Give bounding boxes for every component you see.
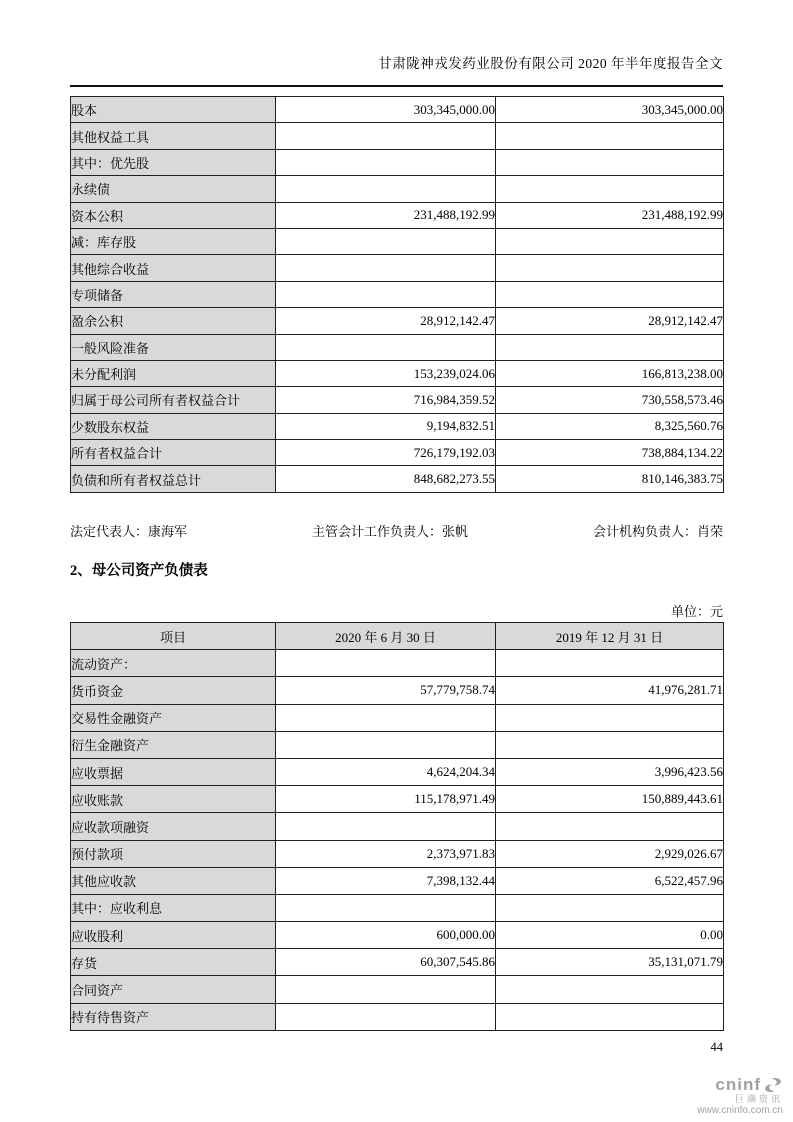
row-label: 应收票据 (71, 758, 276, 785)
value-current-period: 726,179,192.03 (276, 440, 496, 466)
balance-sheet-row (71, 840, 724, 867)
value-prior-period: 166,813,238.00 (496, 360, 724, 386)
balance-sheet-row (71, 786, 724, 813)
equity-table-row (71, 202, 724, 228)
value-current-period (276, 255, 496, 281)
header-item: 项目 (71, 623, 276, 650)
row-label: 货币资金 (71, 677, 276, 704)
value-current-period: 848,682,273.55 (276, 466, 496, 492)
row-label: 应收账款 (71, 786, 276, 813)
equity-table-row (71, 149, 724, 175)
row-label: 归属于母公司所有者权益合计 (71, 387, 276, 413)
row-label: 应收股利 (71, 922, 276, 949)
row-label: 交易性金融资产 (71, 704, 276, 731)
value-prior-period (496, 704, 724, 731)
value-prior-period: 35,131,071.79 (496, 949, 724, 976)
unit-label: 单位：元 (670, 604, 723, 619)
value-prior-period: 41,976,281.71 (496, 677, 724, 704)
value-current-period: 60,307,545.86 (276, 949, 496, 976)
equity-table-row (71, 360, 724, 386)
accounting-org-head: 会计机构负责人：肖荣 (592, 524, 723, 539)
equity-table-row (71, 97, 724, 123)
row-label: 资本公积 (71, 202, 276, 228)
value-current-period: 28,912,142.47 (276, 308, 496, 334)
value-prior-period: 738,884,134.22 (496, 440, 724, 466)
value-current-period (276, 813, 496, 840)
swirl-icon (763, 1075, 783, 1095)
balance-sheet-row (71, 949, 724, 976)
value-prior-period (496, 255, 724, 281)
row-label: 所有者权益合计 (71, 440, 276, 466)
value-current-period: 57,779,758.74 (276, 677, 496, 704)
value-prior-period (496, 123, 724, 149)
value-current-period (276, 228, 496, 254)
value-prior-period: 810,146,383.75 (496, 466, 724, 492)
cninfo-logo (697, 1075, 783, 1116)
value-current-period: 2,373,971.83 (276, 840, 496, 867)
row-label: 股本 (71, 97, 276, 123)
balance-sheet-row (71, 894, 724, 921)
balance-sheet-row (71, 976, 724, 1003)
section-title: 2、母公司资产负债表 (70, 563, 208, 579)
value-prior-period: 3,996,423.56 (496, 758, 724, 785)
value-current-period (276, 149, 496, 175)
equity-table (70, 96, 724, 493)
value-current-period: 7,398,132.44 (276, 867, 496, 894)
row-label: 其中：应收利息 (71, 894, 276, 921)
balance-sheet-row (71, 813, 724, 840)
value-current-period: 153,239,024.06 (276, 360, 496, 386)
row-label: 未分配利润 (71, 360, 276, 386)
logo-chinese-name: 巨潮资讯 (734, 1094, 783, 1105)
value-prior-period (496, 976, 724, 1003)
value-current-period (276, 704, 496, 731)
value-current-period (276, 1003, 496, 1030)
value-prior-period (496, 650, 724, 677)
equity-table-row (71, 308, 724, 334)
header-date-prior: 2019 年 12 月 31 日 (496, 623, 724, 650)
value-prior-period: 0.00 (496, 922, 724, 949)
value-current-period (276, 650, 496, 677)
balance-sheet-row (71, 731, 724, 758)
value-prior-period: 8,325,560.76 (496, 413, 724, 439)
row-label: 流动资产： (71, 650, 276, 677)
chief-accountant: 主管会计工作负责人：张帆 (311, 524, 468, 539)
value-prior-period: 150,889,443.61 (496, 786, 724, 813)
equity-table-row (71, 176, 724, 202)
parent-balance-sheet-table (70, 622, 724, 1031)
row-label: 盈余公积 (71, 308, 276, 334)
row-label: 预付款项 (71, 840, 276, 867)
value-prior-period: 303,345,000.00 (496, 97, 724, 123)
equity-table-row (71, 334, 724, 360)
legal-representative: 法定代表人：康海军 (70, 524, 188, 539)
row-label: 持有待售资产 (71, 1003, 276, 1030)
value-current-period: 303,345,000.00 (276, 97, 496, 123)
value-current-period (276, 976, 496, 1003)
value-current-period: 4,624,204.34 (276, 758, 496, 785)
balance-sheet-row (71, 1003, 724, 1030)
value-current-period: 231,488,192.99 (276, 202, 496, 228)
value-current-period: 9,194,832.51 (276, 413, 496, 439)
row-label: 减：库存股 (71, 228, 276, 254)
value-prior-period (496, 334, 724, 360)
row-label: 其他权益工具 (71, 123, 276, 149)
value-prior-period (496, 228, 724, 254)
logo-url: www.cninfo.com.cn (697, 1105, 783, 1116)
value-prior-period: 6,522,457.96 (496, 867, 724, 894)
value-prior-period: 231,488,192.99 (496, 202, 724, 228)
row-label: 专项储备 (71, 281, 276, 307)
balance-sheet-row (71, 704, 724, 731)
value-current-period: 600,000.00 (276, 922, 496, 949)
value-current-period (276, 334, 496, 360)
value-current-period (276, 281, 496, 307)
row-label: 其中：优先股 (71, 149, 276, 175)
balance-sheet-row (71, 650, 724, 677)
row-label: 其他综合收益 (71, 255, 276, 281)
value-prior-period: 2,929,026.67 (496, 840, 724, 867)
value-prior-period (496, 894, 724, 921)
logo-brand-text: cninf (715, 1074, 761, 1094)
equity-table-row (71, 413, 724, 439)
value-prior-period (496, 731, 724, 758)
value-current-period (276, 123, 496, 149)
value-current-period: 115,178,971.49 (276, 786, 496, 813)
header-date-current: 2020 年 6 月 30 日 (276, 623, 496, 650)
row-label: 应收款项融资 (71, 813, 276, 840)
equity-table-row (71, 440, 724, 466)
document-header-title: 甘肃陇神戎发药业股份有限公司 2020 年半年度报告全文 (70, 52, 723, 87)
equity-table-row (71, 255, 724, 281)
row-label: 其他应收款 (71, 867, 276, 894)
row-label: 一般风险准备 (71, 334, 276, 360)
value-prior-period (496, 176, 724, 202)
row-label: 永续债 (71, 176, 276, 202)
equity-table-row (71, 123, 724, 149)
balance-sheet-row (71, 677, 724, 704)
value-current-period (276, 894, 496, 921)
equity-table-row (71, 228, 724, 254)
row-label: 少数股东权益 (71, 413, 276, 439)
balance-sheet-row (71, 922, 724, 949)
equity-table-row (71, 466, 724, 492)
equity-table-row (71, 387, 724, 413)
value-prior-period: 730,558,573.46 (496, 387, 724, 413)
value-current-period (276, 731, 496, 758)
value-prior-period (496, 149, 724, 175)
balance-sheet-row (71, 758, 724, 785)
row-label: 负债和所有者权益总计 (71, 466, 276, 492)
value-current-period: 716,984,359.52 (276, 387, 496, 413)
value-prior-period: 28,912,142.47 (496, 308, 724, 334)
page-number: 44 (710, 1040, 723, 1054)
equity-table-row (71, 281, 724, 307)
table-header-row (71, 623, 724, 650)
row-label: 合同资产 (71, 976, 276, 1003)
value-current-period (276, 176, 496, 202)
value-prior-period (496, 813, 724, 840)
signature-line (70, 521, 723, 540)
row-label: 存货 (71, 949, 276, 976)
row-label: 衍生金融资产 (71, 731, 276, 758)
value-prior-period (496, 281, 724, 307)
balance-sheet-row (71, 867, 724, 894)
value-prior-period (496, 1003, 724, 1030)
